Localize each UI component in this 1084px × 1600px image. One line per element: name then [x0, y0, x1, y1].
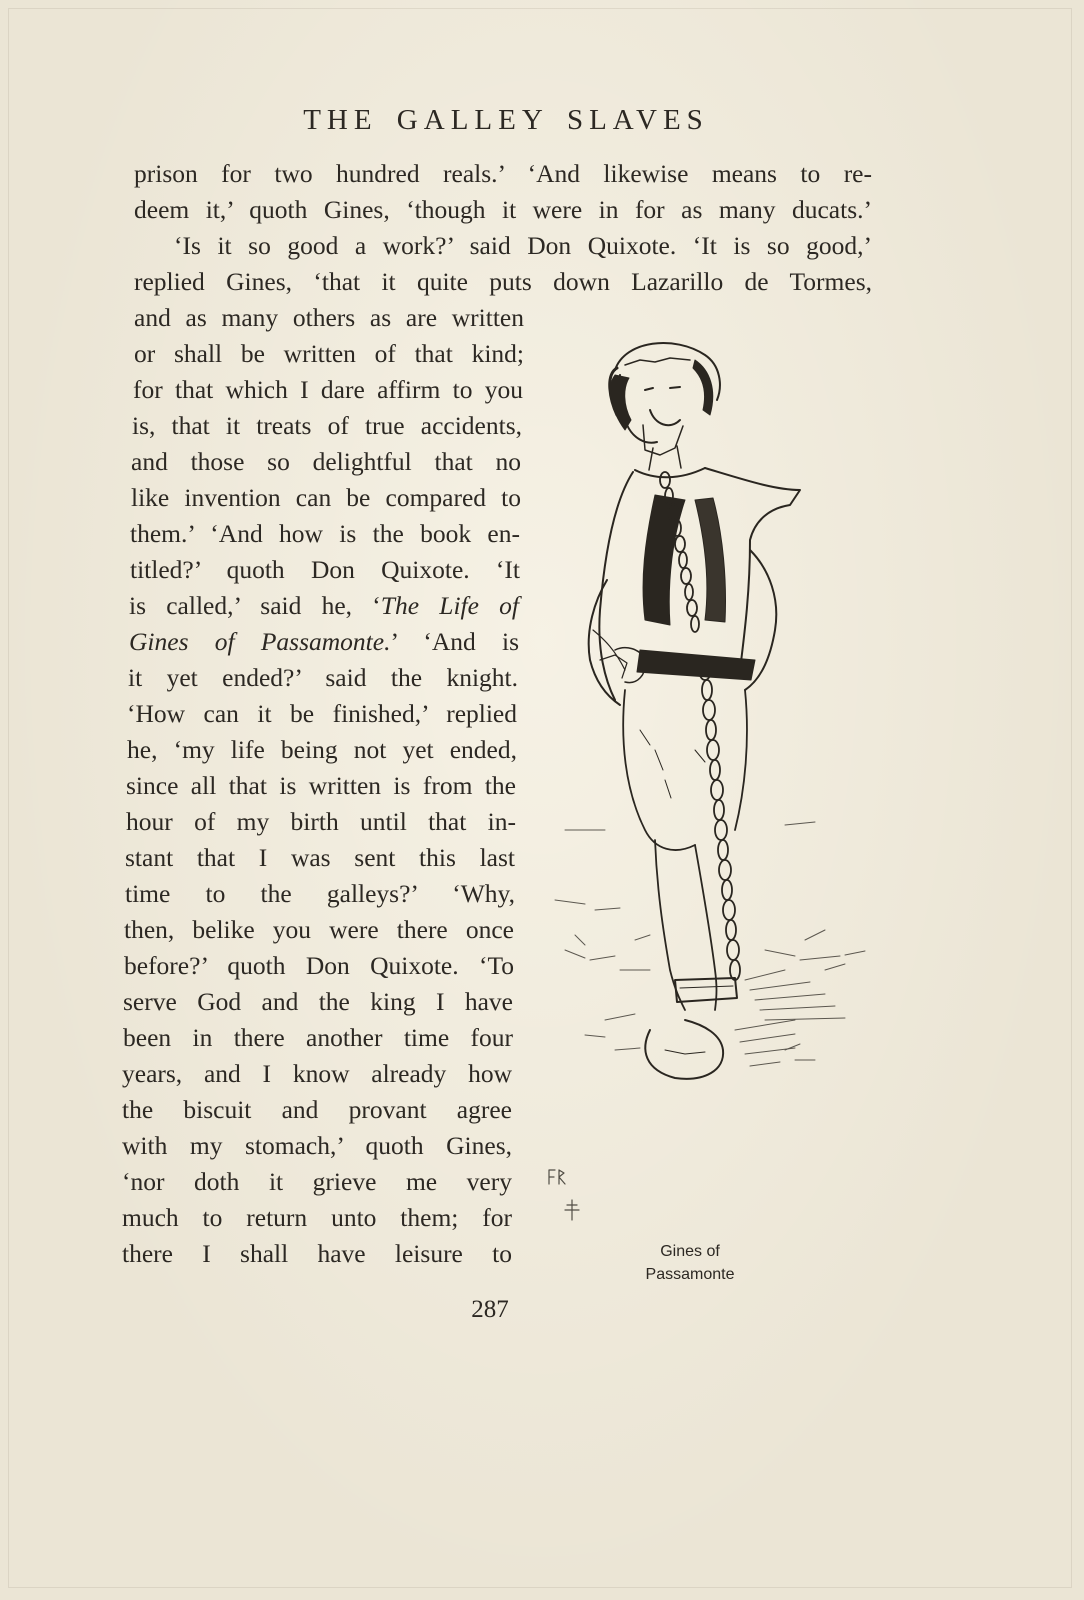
text-line: is, that it treats of true accidents, — [132, 411, 522, 440]
text-line: then, belike you were there once — [124, 915, 514, 944]
running-head: THE GALLEY SLAVES — [303, 104, 709, 136]
text-line: them.’ ‘And how is the book en- — [130, 519, 520, 548]
text-line — [129, 588, 519, 624]
text-line: ‘How can it be finished,’ replied — [127, 699, 517, 728]
text-line: ‘nor doth it grieve me very — [122, 1167, 512, 1196]
text-line: like invention can be compared to — [131, 483, 521, 512]
book-title-italic: The Life of — [380, 591, 519, 620]
text-line: for that which I dare affirm to you — [133, 375, 523, 404]
text-span: is called,’ said he, ‘ — [129, 591, 381, 620]
text-line: titled?’ quoth Don Quixote. ‘It — [130, 555, 520, 584]
text-line: much to return unto them; for — [122, 1203, 512, 1232]
text-line: years, and I know already how — [122, 1059, 512, 1088]
page-number: 287 — [471, 1296, 509, 1323]
text-line: hour of my birth until that in- — [126, 807, 516, 836]
text-line: prison for two hundred reals.’ ‘And likewise means to re- — [134, 159, 872, 188]
illustration-caption — [600, 1240, 780, 1286]
text-line: he, ‘my life being not yet ended, — [127, 735, 517, 764]
engraving-figure-in-chains-icon — [545, 330, 875, 1250]
text-line: deem it,’ quoth Gines, ‘though it were in for as many ducats.’ — [134, 195, 872, 224]
book-title-italic: Gines of Passamonte. — [129, 627, 391, 656]
text-line: been in there another time four — [123, 1023, 513, 1052]
text-line: before?’ quoth Don Quixote. ‘To — [124, 951, 514, 980]
text-line: serve God and the king I have — [123, 987, 513, 1016]
text-line: and those so delightful that no — [131, 447, 521, 476]
text-line: replied Gines, ‘that it quite puts down Lazarillo de Tormes, — [134, 267, 872, 296]
text-line: the biscuit and provant agree — [122, 1095, 512, 1124]
text-span: ’ ‘And is — [390, 627, 519, 656]
text-line: it yet ended?’ said the knight. — [128, 663, 518, 692]
text-line: time to the galleys?’ ‘Why, — [125, 879, 515, 908]
text-line: with my stomach,’ quoth Gines, — [122, 1131, 512, 1160]
text-line: since all that is written is from the — [126, 771, 516, 800]
text-line — [129, 624, 519, 660]
caption-line: Gines of — [660, 1243, 720, 1260]
text-line: there I shall have leisure to — [122, 1239, 512, 1268]
caption-line: Passamonte — [645, 1266, 735, 1283]
text-line: stant that I was sent this last — [125, 843, 515, 872]
text-line: and as many others as are written — [134, 303, 524, 332]
text-line: ‘Is it so good a work?’ said Don Quixote. ‘It is so good,’ — [174, 231, 872, 260]
text-line: or shall be written of that kind; — [134, 339, 524, 368]
